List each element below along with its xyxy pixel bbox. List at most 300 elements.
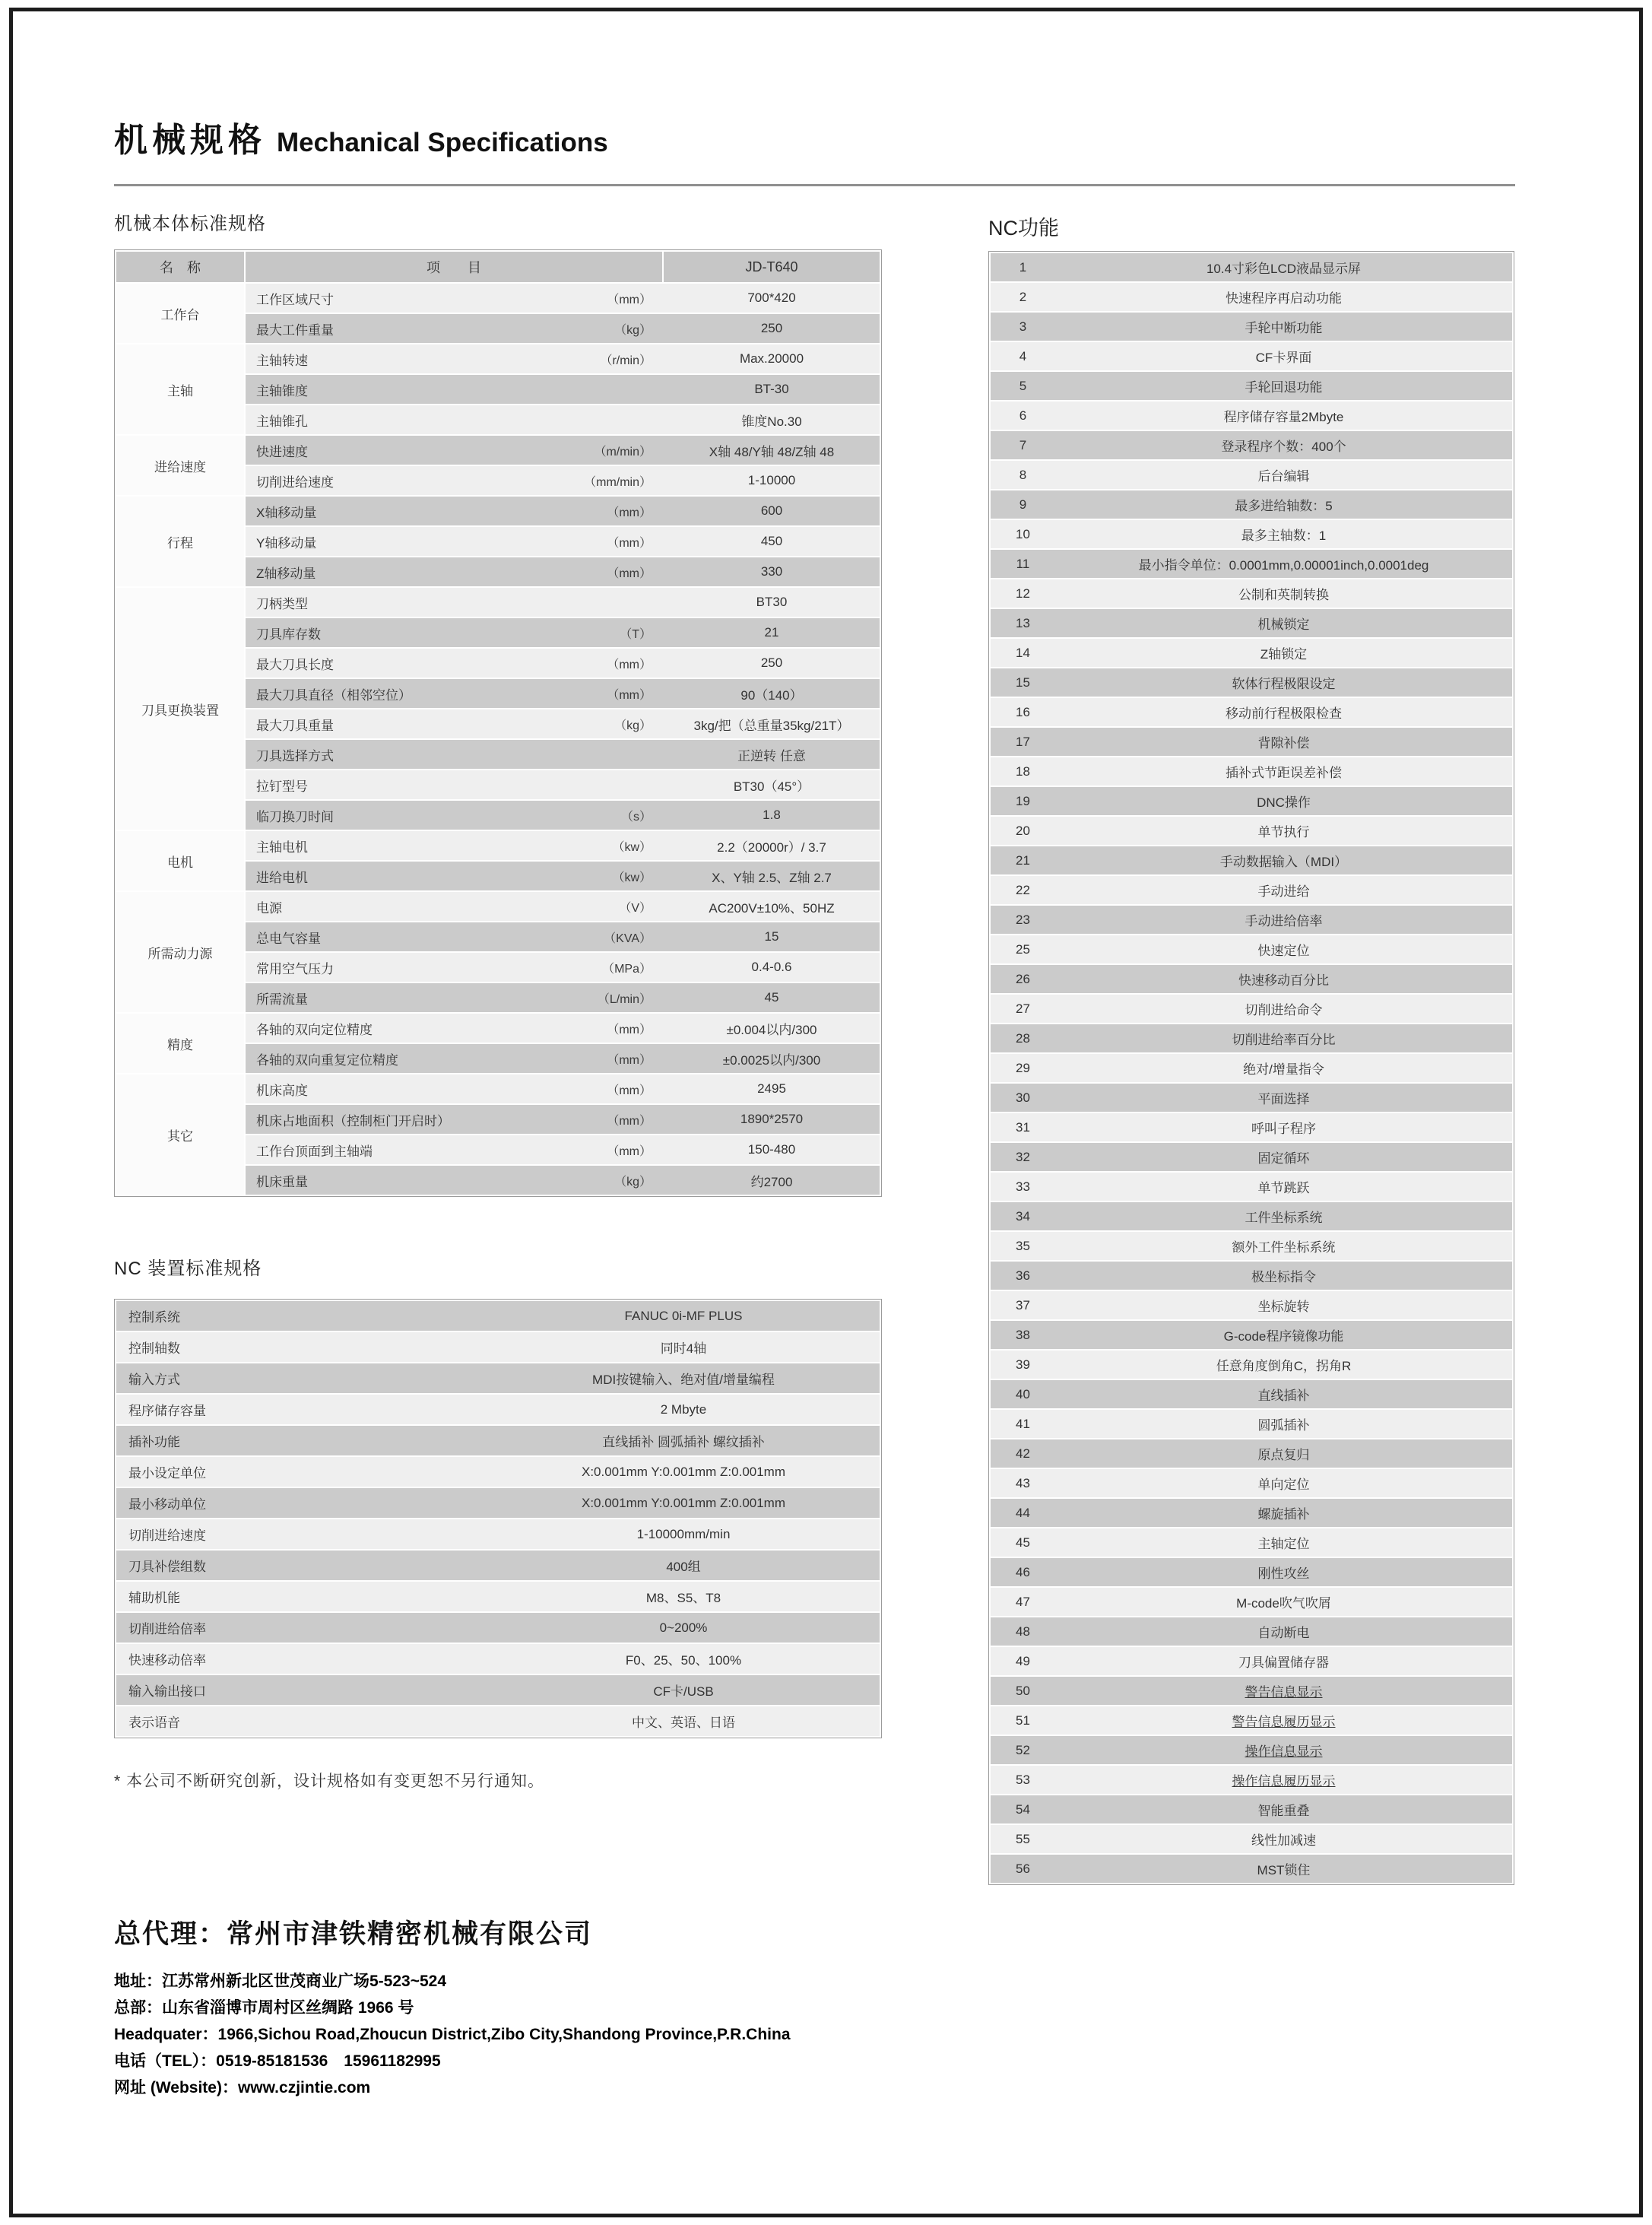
nc-function-label — [1055, 1652, 1512, 1671]
spec-item-value: 约2700 — [664, 1166, 880, 1195]
spec-item-label: 机床占地面积（控制柜门开启时） — [256, 1113, 450, 1128]
table-row — [991, 639, 1512, 667]
spec-group-rows — [246, 1074, 880, 1195]
spec-group — [116, 892, 880, 1012]
nc-function-label — [1055, 1770, 1512, 1789]
spec-item-cell — [246, 1166, 662, 1195]
table-row — [991, 1143, 1512, 1171]
nc-unit-row-label: 辅助机能 — [128, 1591, 180, 1605]
nc-function-label-text: 单节跳跃 — [1257, 1181, 1310, 1195]
nc-function-number: 15 — [1016, 674, 1030, 690]
nc-unit-row-value: 1-10000mm/min — [636, 1526, 731, 1541]
nc-unit-row-label: 最小移动单位 — [128, 1497, 206, 1512]
spec-group — [116, 1014, 880, 1073]
spec-item-value: Max.20000 — [664, 344, 880, 373]
spec-item-label: 常用空气压力 — [256, 961, 334, 976]
nc-function-label — [1055, 1296, 1512, 1315]
nc-unit-row-value: F0、25、50、100% — [625, 1653, 742, 1668]
spec-item-label: 主轴电机 — [256, 840, 308, 855]
nc-unit-row-value: X:0.001mm Y:0.001mm Z:0.001mm — [581, 1464, 786, 1479]
table-row — [991, 1262, 1512, 1290]
nc-unit-row-label: 快速移动倍率 — [128, 1653, 206, 1668]
nc-function-label-text: CF卡界面 — [1255, 351, 1312, 365]
nc-function-label-text: 软体行程极限设定 — [1232, 677, 1336, 691]
spec-item-value: 0.4-0.6 — [664, 953, 880, 982]
table-row — [246, 1105, 880, 1134]
table-row — [991, 876, 1512, 904]
nc-function-label — [1055, 1474, 1512, 1493]
nc-function-number: 48 — [1016, 1624, 1030, 1639]
spec-item-label: 工作区域尺寸 — [256, 292, 334, 307]
nc-function-label — [1055, 287, 1512, 306]
table-row — [991, 1024, 1512, 1052]
nc-function-number: 44 — [1016, 1505, 1030, 1520]
nc-unit-row-value: 400组 — [666, 1560, 701, 1574]
table-row — [246, 1014, 880, 1043]
spec-item-unit: （mm） — [607, 1023, 652, 1036]
table-row — [991, 995, 1512, 1023]
nc-function-label-text: 螺旋插补 — [1257, 1507, 1310, 1522]
table-row — [246, 831, 880, 860]
nc-function-label-text: 插补式节距误差补偿 — [1226, 766, 1342, 780]
nc-function-number: 29 — [1016, 1060, 1030, 1075]
table-row — [116, 1706, 880, 1736]
nc-function-label — [1055, 1177, 1512, 1196]
nc-function-label-text: 警告信息履历显示 — [1232, 1715, 1336, 1729]
spec-item-value: 330 — [664, 557, 880, 586]
nc-function-label — [1055, 317, 1512, 336]
spec-item-cell — [246, 527, 662, 556]
spec-group-name: 电机 — [116, 831, 244, 890]
nc-function-number: 46 — [1016, 1564, 1030, 1579]
nc-function-label-text: 登录程序个数：400个 — [1221, 440, 1346, 454]
nc-function-label — [1055, 347, 1512, 366]
spec-item-label: X轴移动量 — [256, 505, 317, 520]
nc-unit-row-value: 0~200% — [659, 1620, 708, 1635]
spec-item-label: 进给电机 — [256, 870, 308, 885]
table-row — [991, 1558, 1512, 1586]
nc-function-label-text: DNC操作 — [1257, 795, 1311, 810]
nc-function-label — [1055, 940, 1512, 959]
spec-item-unit: （mm） — [607, 293, 652, 306]
spec-group-rows — [246, 497, 880, 586]
nc-function-number: 35 — [1016, 1238, 1030, 1253]
nc-function-label — [1055, 1444, 1512, 1463]
spec-item-unit: （mm） — [607, 1084, 652, 1097]
nc-function-number: 53 — [1016, 1772, 1030, 1787]
footer-line: Headquater：1966,Sichou Road,Zhoucun District,Zibo City,Shandong Province,P.R.China — [114, 2026, 791, 2043]
nc-function-number: 11 — [1016, 556, 1030, 571]
table-row — [246, 679, 880, 708]
table-row — [991, 313, 1512, 341]
table-row — [991, 787, 1512, 815]
spec-item-label: 主轴锥度 — [256, 383, 308, 398]
nc-unit-row-value: 中文、英语、日语 — [632, 1716, 735, 1730]
nc-function-label — [1055, 881, 1512, 900]
spec-item-label: 最大刀具直径（相邻空位） — [256, 687, 411, 703]
table-row — [246, 922, 880, 951]
nc-function-label-text: 智能重叠 — [1257, 1804, 1310, 1818]
spec-item-value: 1.8 — [664, 801, 880, 830]
spec-item-value: 15 — [664, 922, 880, 951]
spec-group — [116, 1074, 880, 1195]
table-row — [991, 1647, 1512, 1675]
nc-function-label-text: G-code程序镜像功能 — [1223, 1329, 1344, 1344]
spec-item-label: 临刀换刀时间 — [256, 809, 334, 824]
spec-item-value: BT30 — [664, 588, 880, 617]
nc-function-label — [1055, 970, 1512, 989]
footer-line: 总部：山东省淄博市周村区丝绸路 1966 号 — [114, 1999, 414, 2017]
table-row — [246, 892, 880, 921]
mech-table-subtitle: 机械本体标准规格 — [114, 214, 266, 234]
spec-item-unit: （KVA） — [604, 932, 652, 945]
table-row — [991, 1795, 1512, 1823]
spec-item-unit: （m/min） — [594, 445, 652, 459]
table-row — [246, 709, 880, 738]
footer-line: 网址 (Website)：www.czjintie.com — [114, 2079, 371, 2096]
nc-unit-row-label: 表示语音 — [128, 1716, 180, 1730]
nc-function-label — [1055, 821, 1512, 840]
nc-function-number: 7 — [1019, 437, 1027, 452]
nc-function-label — [1055, 1830, 1512, 1849]
table-row — [246, 801, 880, 830]
spec-group-name: 行程 — [116, 497, 244, 586]
spec-item-label: 各轴的双向定位精度 — [256, 1022, 373, 1037]
spec-item-cell — [246, 922, 662, 951]
table-row — [991, 1469, 1512, 1497]
nc-function-label-text: 背隙补偿 — [1257, 736, 1310, 751]
nc-function-label — [1055, 792, 1512, 811]
spec-group-name: 进给速度 — [116, 436, 244, 495]
table-row — [991, 1766, 1512, 1794]
mechanical-spec-table — [114, 249, 882, 1197]
nc-function-label-text: 最多进给轴数：5 — [1235, 499, 1333, 513]
spec-item-label: 刀具选择方式 — [256, 748, 334, 763]
spec-group — [116, 497, 880, 586]
spec-item-unit: （kg） — [614, 323, 652, 337]
nc-unit-row-label: 插补功能 — [128, 1435, 180, 1449]
nc-function-number: 8 — [1019, 467, 1027, 482]
nc-function-label-text: 公制和英制转换 — [1238, 588, 1329, 602]
nc-function-number: 47 — [1016, 1594, 1030, 1609]
nc-function-label — [1055, 1741, 1512, 1760]
nc-function-label-text: 机械锁定 — [1257, 617, 1310, 632]
nc-unit-row-label: 切削进给倍率 — [128, 1622, 206, 1636]
spec-item-label: 刀具库存数 — [256, 627, 321, 642]
general-agent-line: 总代理：常州市津铁精密机械有限公司 — [114, 1919, 593, 1949]
table-row — [991, 668, 1512, 697]
nc-function-label — [1055, 1385, 1512, 1404]
nc-function-label-text: 线性加减速 — [1251, 1833, 1316, 1848]
table-row — [991, 283, 1512, 311]
table-row — [991, 1736, 1512, 1764]
footer-lines — [114, 1968, 791, 2101]
spec-item-cell — [246, 831, 662, 860]
nc-function-label-text: 警告信息显示 — [1245, 1685, 1323, 1700]
spec-item-cell — [246, 375, 662, 404]
table-row — [246, 953, 880, 982]
table-row — [991, 965, 1512, 993]
spec-item-cell — [246, 1014, 662, 1043]
table-row — [991, 757, 1512, 786]
table-row — [246, 314, 880, 343]
spec-item-unit: （mm） — [607, 688, 652, 702]
nc-function-number: 49 — [1016, 1653, 1030, 1668]
spec-item-value: BT30（45°） — [664, 770, 880, 799]
spec-item-value: AC200V±10%、50HZ — [664, 892, 880, 921]
nc-function-label — [1055, 1059, 1512, 1078]
nc-function-label-text: M-code吹气吹屑 — [1236, 1596, 1331, 1611]
nc-function-number: 54 — [1016, 1801, 1030, 1817]
spec-item-value: 600 — [664, 497, 880, 525]
nc-function-number: 16 — [1016, 704, 1030, 719]
table-row — [246, 983, 880, 1012]
spec-item-cell — [246, 679, 662, 708]
table-row — [991, 1706, 1512, 1735]
nc-functions-title: NC功能 — [988, 217, 1059, 240]
spec-item-value: ±0.0025以内/300 — [664, 1044, 880, 1073]
table-row — [246, 527, 880, 556]
table-row — [991, 1351, 1512, 1379]
nc-function-label-text: 固定循环 — [1257, 1151, 1310, 1166]
nc-function-label-text: 切削进给率百分比 — [1232, 1033, 1336, 1047]
nc-unit-row-value: CF卡/USB — [653, 1684, 714, 1699]
spec-item-cell — [246, 1044, 662, 1073]
nc-function-number: 34 — [1016, 1208, 1030, 1224]
header-model: JD-T640 — [664, 252, 880, 282]
spec-group-rows — [246, 284, 880, 343]
nc-unit-table — [114, 1299, 882, 1738]
table-row — [991, 1380, 1512, 1408]
table-row — [116, 1395, 880, 1424]
nc-function-number: 40 — [1016, 1386, 1030, 1401]
table-row — [991, 1677, 1512, 1705]
nc-function-label-text: 极坐标指令 — [1251, 1270, 1316, 1284]
spec-item-cell — [246, 314, 662, 343]
table-row — [116, 1613, 880, 1643]
spec-item-unit: （V） — [619, 901, 652, 915]
nc-function-number: 45 — [1016, 1535, 1030, 1550]
nc-function-label — [1055, 554, 1512, 573]
spec-group-name: 精度 — [116, 1014, 244, 1073]
nc-function-label-text: 手轮中断功能 — [1245, 321, 1323, 335]
table-row — [991, 1291, 1512, 1319]
spec-item-cell — [246, 557, 662, 586]
table-row — [116, 1426, 880, 1455]
table-row — [991, 817, 1512, 845]
spec-item-value: BT-30 — [664, 375, 880, 404]
spec-item-cell — [246, 649, 662, 678]
nc-function-number: 25 — [1016, 941, 1030, 957]
spec-item-cell — [246, 344, 662, 373]
spec-group — [116, 344, 880, 434]
nc-function-number: 50 — [1016, 1683, 1030, 1698]
nc-unit-row-value: FANUC 0i-MF PLUS — [624, 1308, 743, 1323]
spec-item-unit: （mm） — [607, 1144, 652, 1158]
table-row — [991, 490, 1512, 519]
nc-function-number: 36 — [1016, 1268, 1030, 1283]
spec-group-name: 所需动力源 — [116, 892, 244, 1012]
spec-group — [116, 436, 880, 495]
nc-function-label — [1055, 584, 1512, 603]
table-row — [991, 550, 1512, 578]
spec-item-unit: （MPa） — [602, 962, 652, 976]
nc-unit-subtitle: NC 装置标准规格 — [114, 1259, 262, 1279]
nc-function-number: 32 — [1016, 1149, 1030, 1164]
spec-item-cell — [246, 862, 662, 890]
nc-function-label-text: MST锁住 — [1257, 1863, 1311, 1877]
nc-function-label-text: 手动数据输入（MDI） — [1219, 855, 1348, 869]
footer-line: 地址：江苏常州新北区世茂商业广场5-523~524 — [114, 1973, 447, 1990]
spec-group-name: 其它 — [116, 1074, 244, 1195]
mech-table-groups — [116, 284, 880, 1195]
nc-function-number: 27 — [1016, 1001, 1030, 1016]
nc-function-label — [1055, 732, 1512, 751]
nc-function-label — [1055, 376, 1512, 395]
spec-item-label: 主轴锥孔 — [256, 414, 308, 429]
table-row — [991, 935, 1512, 963]
spec-item-label: 最大刀具重量 — [256, 718, 334, 733]
nc-function-number: 37 — [1016, 1297, 1030, 1312]
nc-function-label — [1055, 999, 1512, 1018]
nc-function-label-text: 圆弧插补 — [1257, 1418, 1310, 1433]
nc-function-label — [1055, 1029, 1512, 1048]
table-row — [116, 1363, 880, 1393]
spec-item-value: 700*420 — [664, 284, 880, 313]
nc-function-label-text: 最小指令单位：0.0001mm,0.00001inch,0.0001deg — [1138, 558, 1429, 573]
nc-function-number: 1 — [1019, 259, 1027, 275]
nc-function-label-text: 主轴定位 — [1257, 1537, 1310, 1551]
nc-function-label-text: 直线插补 — [1257, 1389, 1310, 1403]
nc-function-number: 30 — [1016, 1090, 1030, 1105]
header-item: 项 目 — [246, 252, 662, 282]
spec-item-label: 最大工件重量 — [256, 322, 334, 338]
footer-contact-block — [114, 1913, 791, 2101]
table-row — [116, 1675, 880, 1705]
nc-unit-row-value: 直线插补 圆弧插补 螺纹插补 — [602, 1435, 765, 1449]
nc-unit-row-label: 切削进给速度 — [128, 1528, 206, 1543]
spec-group-name: 主轴 — [116, 344, 244, 434]
table-row — [991, 1054, 1512, 1082]
nc-function-label-text: 最多主轴数：1 — [1241, 528, 1327, 543]
spec-group-rows — [246, 588, 880, 830]
nc-function-label — [1055, 1325, 1512, 1344]
nc-function-label — [1055, 465, 1512, 484]
nc-function-number: 2 — [1019, 289, 1027, 304]
nc-function-label — [1055, 1355, 1512, 1374]
nc-function-label-text: 平面选择 — [1257, 1092, 1310, 1106]
nc-function-label-text: 后台编辑 — [1257, 469, 1310, 484]
nc-function-number: 42 — [1016, 1446, 1030, 1461]
nc-function-label-text: 快速程序再启动功能 — [1226, 291, 1342, 306]
table-row — [246, 740, 880, 769]
table-row — [116, 1457, 880, 1487]
table-row — [991, 1410, 1512, 1438]
table-row — [991, 1588, 1512, 1616]
table-row — [991, 1617, 1512, 1646]
nc-function-number: 26 — [1016, 971, 1030, 986]
nc-function-label — [1055, 406, 1512, 425]
header-name: 名 称 — [116, 252, 244, 282]
nc-function-label-text: 快速移动百分比 — [1238, 973, 1329, 988]
nc-function-number: 33 — [1016, 1179, 1030, 1194]
table-row — [246, 862, 880, 890]
nc-function-number: 39 — [1016, 1357, 1030, 1372]
spec-item-cell — [246, 801, 662, 830]
spec-item-value: ±0.004以内/300 — [664, 1014, 880, 1043]
nc-unit-row-value: M8、S5、T8 — [645, 1591, 721, 1605]
spec-item-unit: （kg） — [614, 719, 652, 732]
table-row — [246, 770, 880, 799]
spec-item-value: X、Y轴 2.5、Z轴 2.7 — [664, 862, 880, 890]
spec-item-label: 主轴转速 — [256, 353, 308, 368]
nc-function-number: 55 — [1016, 1831, 1030, 1846]
table-row — [246, 436, 880, 465]
nc-unit-row-label: 控制系统 — [128, 1310, 180, 1325]
spec-group-rows — [246, 892, 880, 1012]
table-row — [991, 402, 1512, 430]
page-title — [114, 113, 608, 161]
spec-item-value: 2495 — [664, 1074, 880, 1103]
nc-function-label — [1055, 703, 1512, 722]
spec-item-value: 250 — [664, 649, 880, 678]
table-row — [116, 1519, 880, 1549]
spec-item-value: 1890*2570 — [664, 1105, 880, 1134]
spec-item-unit: （mm） — [607, 1053, 652, 1067]
spec-item-label: 各轴的双向重复定位精度 — [256, 1052, 398, 1068]
spec-item-unit: （mm） — [607, 506, 652, 519]
nc-function-number: 5 — [1019, 378, 1027, 393]
spec-item-value: 45 — [664, 983, 880, 1012]
mech-table-header — [116, 252, 880, 282]
spec-item-cell — [246, 436, 662, 465]
disclaimer-footnote: * 本公司不断研究创新，设计规格如有变更恕不另行通知。 — [114, 1773, 545, 1790]
nc-unit-row-label: 控制轴数 — [128, 1341, 180, 1356]
spec-item-label: 机床高度 — [256, 1083, 308, 1098]
nc-unit-row-label: 程序储存容量 — [128, 1404, 206, 1418]
spec-item-unit: （T） — [620, 627, 652, 641]
nc-function-label — [1055, 614, 1512, 633]
nc-function-label-text: 原点复归 — [1257, 1448, 1310, 1462]
table-row — [991, 1173, 1512, 1201]
nc-function-label — [1055, 1859, 1512, 1878]
nc-unit-row-value: MDI按键输入、绝对值/增量编程 — [592, 1373, 775, 1387]
nc-function-number: 52 — [1016, 1742, 1030, 1757]
nc-function-number: 19 — [1016, 793, 1030, 808]
nc-function-label — [1055, 910, 1512, 929]
spec-item-value: 锥度No.30 — [664, 405, 880, 434]
spec-group — [116, 831, 880, 890]
spec-item-value: 250 — [664, 314, 880, 343]
table-row — [991, 1321, 1512, 1349]
nc-function-label-text: 刀具偏置储存器 — [1238, 1655, 1329, 1670]
spec-item-label: 切削进给速度 — [256, 475, 334, 490]
spec-item-label: 快进速度 — [256, 444, 308, 459]
table-row — [246, 1044, 880, 1073]
spec-item-cell — [246, 1074, 662, 1103]
page-title-en: Mechanical Specifications — [277, 128, 608, 157]
spec-item-cell — [246, 770, 662, 799]
spec-item-value: 正逆转 任意 — [664, 740, 880, 769]
spec-item-cell — [246, 588, 662, 617]
nc-function-label-text: 任意角度倒角C，拐角R — [1216, 1359, 1352, 1373]
table-row — [991, 609, 1512, 637]
footer-line: 电话（TEL）：0519-85181536 15961182995 — [114, 2052, 441, 2070]
spec-item-value: 21 — [664, 618, 880, 647]
table-row — [991, 579, 1512, 608]
nc-function-label-text: 自动断电 — [1257, 1626, 1310, 1640]
spec-item-unit: （mm） — [607, 658, 652, 671]
